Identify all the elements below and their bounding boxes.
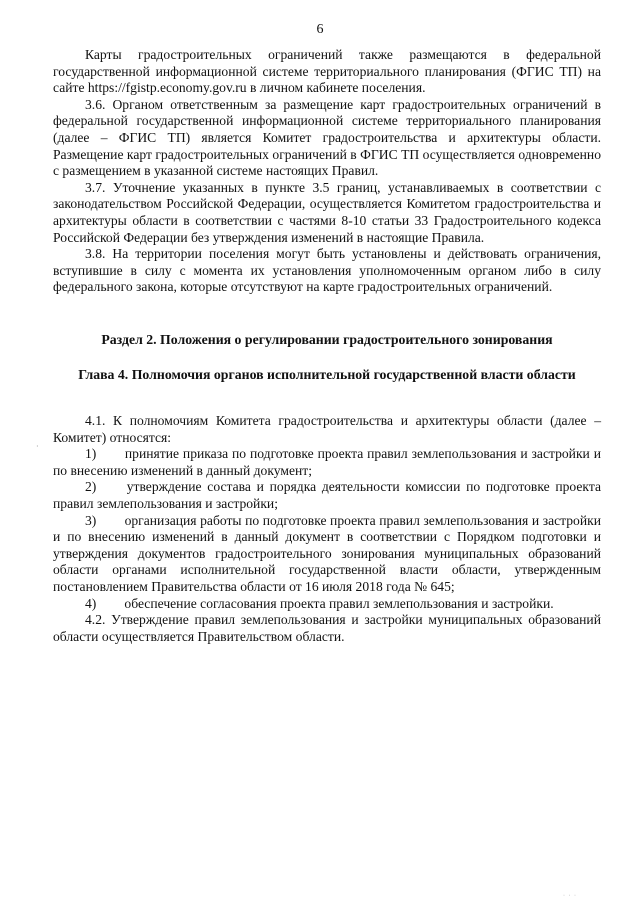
list-item bbox=[53, 513, 601, 596]
list-item-text: организация работы по подготовке проекта правил землепользования и застройки и по внесению изменений в данный документ в соответствии с Порядком подготовки и утверждения документов градостроительного зонирования муниципальных образований области органами исполнительной государственной власти области, утвержденным постановлением Правительства области от 16 июля 2018 года № 645; bbox=[53, 512, 601, 595]
list-item-number: 3) bbox=[85, 512, 97, 528]
list-item-number: 4) bbox=[85, 595, 97, 611]
paragraph-maps-fgis: Карты градостроительных ограничений также размещаются в федеральной государственной информационной системе территориального планирования (ФГИС ТП) на сайте https://fgistp.economy.gov.ru в личном кабинете поселения. bbox=[53, 47, 601, 96]
scan-speck: · bbox=[36, 442, 39, 451]
paragraph-4-1: 4.1. К полномочиям Комитета градостроительства и архитектуры области (далее – Комитет) относятся: bbox=[53, 413, 601, 445]
list-item bbox=[53, 479, 601, 512]
list-item-text: принятие приказа по подготовке проекта правил землепользования и застройки и по внесению изменений в данный документ; bbox=[53, 446, 601, 478]
chapter-heading: Глава 4. Полномочия органов исполнительной государственной власти области bbox=[78, 366, 576, 382]
list-item-number: 1) bbox=[85, 446, 97, 462]
paragraph-3-6: 3.6. Органом ответственным за размещение карт градостроительных ограничений в федеральной государственной информационной системе территориального планирования (далее – ФГИС ТП) является Комитет градостроительства и архитектуры области. Размещение карт градостроительных ограничений в ФГИС ТП осуществляется одновременно с размещением в указанной системе настоящих Правил. bbox=[53, 96, 601, 179]
list-item bbox=[53, 596, 601, 613]
section-heading: Раздел 2. Положения о регулировании градостроительного зонирования bbox=[101, 331, 553, 347]
list-item-text: обеспечение согласования проекта правил землепользования и застройки. bbox=[124, 595, 554, 611]
page-number: 6 bbox=[316, 22, 324, 37]
paragraph-3-8: 3.8. На территории поселения могут быть установлены и действовать ограничения, вступившие в силу с момента их установления уполномоченным органом либо в силу федерального закона, которые отсутствуют на карте градостроительных ограничений. bbox=[53, 246, 601, 295]
paragraph-3-7: 3.7. Уточнение указанных в пункте 3.5 границ, устанавливаемых в соответствии с законодательством Российской Федерации, осуществляется Комитетом градостроительства и архитектуры области в соответствии с частями 8-10 статьи 33 Градостроительного кодекса Российской Федерации без утверждения изменений в настоящие Правила. bbox=[53, 179, 601, 245]
list-item-text: утверждение состава и порядка деятельности комиссии по подготовке проекта правил землепользования и застройки; bbox=[53, 479, 601, 512]
list-item bbox=[53, 446, 601, 479]
paragraph-4-2: 4.2. Утверждение правил землепользования и застройки муниципальных образований области осуществляется Правительством области. bbox=[53, 612, 601, 644]
document-body bbox=[53, 47, 601, 645]
list-item-number: 2) bbox=[85, 479, 97, 495]
scan-corner-mark: · · · bbox=[563, 893, 577, 899]
